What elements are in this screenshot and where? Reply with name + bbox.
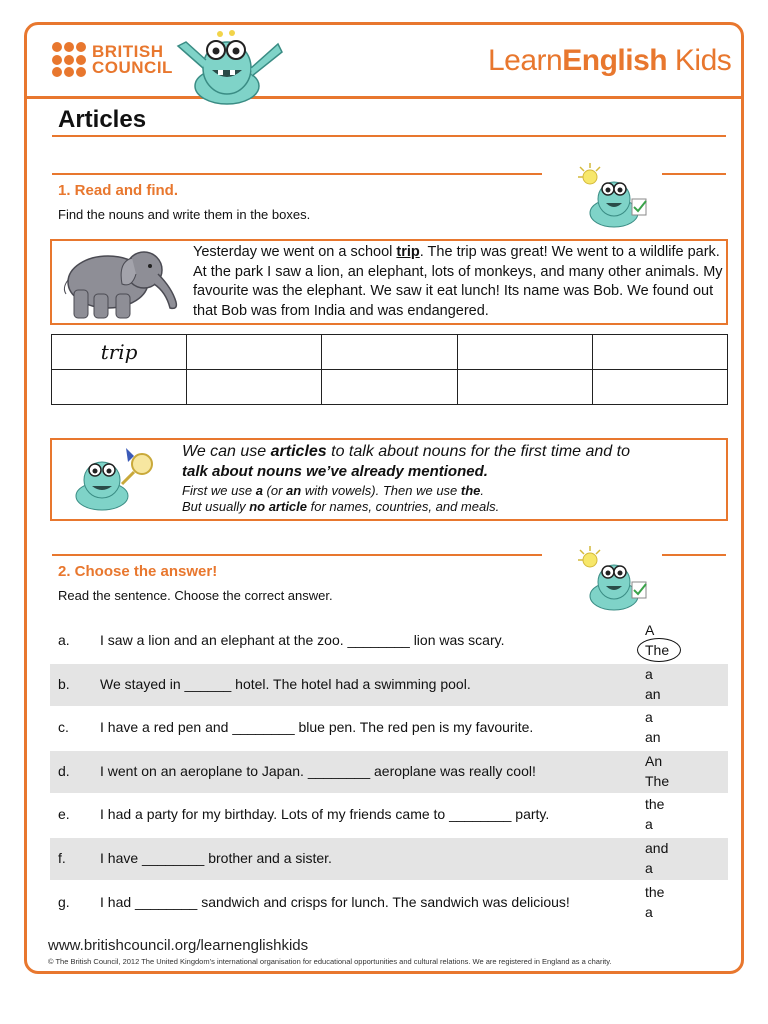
tip-text: to talk about nouns for the first time and to (326, 443, 630, 460)
answer-option[interactable]: the (645, 796, 665, 812)
answer-circle-mark (637, 638, 681, 662)
tip-line3 (182, 483, 484, 498)
tip-keyword: articles (270, 443, 327, 460)
answer-option[interactable]: a (645, 816, 653, 832)
section1-instruction: Find the nouns and write them in the boxes. (58, 207, 311, 222)
question-letter: g. (58, 894, 70, 910)
noun-box[interactable] (187, 335, 322, 370)
tip-keyword: no article (249, 499, 307, 514)
noun-answer-table (51, 334, 728, 405)
question-text: I had a party for my birthday. Lots of my friends came to ________ party. (100, 806, 550, 822)
question-text: We stayed in ______ hotel. The hotel had a swimming pool. (100, 676, 471, 692)
question-letter: d. (58, 763, 70, 779)
question-row (50, 664, 728, 706)
question-text: I went on an aeroplane to Japan. ________ aeroplane was really cool! (100, 763, 536, 779)
answer-option[interactable]: a (645, 666, 653, 682)
table-row (52, 335, 728, 370)
noun-box[interactable] (322, 335, 457, 370)
noun-box[interactable] (52, 370, 187, 405)
question-row (50, 751, 728, 793)
tip-keyword: an (286, 483, 302, 498)
noun-box[interactable] (592, 335, 727, 370)
footer-url-link[interactable]: www.britishcouncil.org/learnenglishkids (48, 937, 309, 954)
question-text: I have ________ brother and a sister. (100, 850, 332, 866)
tip-line2: talk about nouns we’ve already mentioned. (182, 463, 488, 480)
bc-logo-line2: COUNCIL (92, 58, 173, 77)
answer-option[interactable]: an (645, 729, 661, 745)
section2-rule-left (52, 554, 542, 556)
section1-rule-right (662, 173, 726, 175)
question-text: I saw a lion and an elephant at the zoo. ________ lion was scary. (100, 632, 505, 648)
british-council-logo (52, 42, 173, 78)
section1-rule-left (52, 173, 542, 175)
question-text: I have a red pen and ________ blue pen. The red pen is my favourite. (100, 719, 534, 735)
question-letter: e. (58, 806, 70, 822)
answer-option[interactable]: a (645, 860, 653, 876)
answer-option[interactable]: an (645, 686, 661, 702)
table-row (52, 370, 728, 405)
section2-title: 2. Choose the answer! (58, 563, 218, 580)
lek-kids: Kids (674, 44, 732, 77)
section1-title: 1. Read and find. (58, 182, 179, 199)
tip-keyword: the (460, 483, 481, 498)
monster-mascot-icon (170, 28, 285, 106)
noun-box[interactable] (592, 370, 727, 405)
tip-text: But usually (182, 499, 250, 514)
lek-learn: Learn (488, 44, 563, 77)
section2-rule-right (662, 554, 726, 556)
noun-box[interactable] (322, 370, 457, 405)
answer-option[interactable]: An (645, 753, 663, 769)
answer-option[interactable]: The (645, 773, 670, 789)
noun-box[interactable] (457, 370, 592, 405)
question-letter: f. (58, 850, 66, 866)
tip-text: (or (262, 483, 287, 498)
page-title: Articles (58, 106, 147, 133)
tip-text: We can use (182, 443, 271, 460)
header-divider (24, 96, 744, 99)
tip-text: . (480, 483, 485, 498)
question-row (50, 620, 728, 662)
bc-logo-line1: BRITISH (92, 42, 164, 61)
noun-box[interactable] (187, 370, 322, 405)
answer-option[interactable]: a (645, 904, 653, 920)
title-divider (52, 135, 726, 137)
tip-line4 (182, 499, 499, 514)
answer-option[interactable]: The (645, 642, 670, 658)
tip-text: First we use (182, 483, 256, 498)
answer-option[interactable]: the (645, 884, 665, 900)
story-keyword: trip (396, 244, 420, 260)
noun-box[interactable]: trip (52, 335, 187, 370)
answer-option[interactable]: and (645, 840, 669, 856)
lightbulb-mascot-icon (570, 163, 655, 231)
story-text-after: . The trip was great! We went to a wildlife park. At the park I saw a lion, an elephant, lots of monkeys, and many other animals. My favourite was the elephant. We saw it eat lunch! Its name was Bob. We found out that Bob was from India and was endangered. (193, 244, 723, 319)
story-text-before: Yesterday we went on a school (193, 244, 397, 260)
footer-copyright: © The British Council, 2012 The United Kingdom’s international organisation for educational opportunities and cultural relations. We are registered in England as a charity. (48, 957, 612, 966)
question-text: I had ________ sandwich and crisps for lunch. The sandwich was delicious! (100, 894, 570, 910)
question-row (50, 838, 728, 880)
question-row (50, 882, 728, 924)
magnifier-mascot-icon (72, 444, 160, 514)
elephant-icon (60, 244, 182, 320)
bc-dots-icon (52, 42, 88, 78)
noun-box[interactable] (457, 335, 592, 370)
question-letter: c. (58, 719, 69, 735)
tip-keyword: a (255, 483, 263, 498)
question-row (50, 794, 728, 836)
learnenglish-kids-logo (488, 44, 731, 78)
lek-english: English (562, 44, 668, 77)
section2-instruction: Read the sentence. Choose the correct answer. (58, 588, 333, 603)
answer-option[interactable]: A (645, 622, 655, 638)
question-letter: b. (58, 676, 70, 692)
tip-text: for names, countries, and meals. (307, 499, 500, 514)
lightbulb-mascot-icon (570, 546, 655, 614)
tip-line1 (182, 443, 630, 461)
tip-text: with vowels). Then we use (301, 483, 461, 498)
question-row (50, 707, 728, 749)
question-letter: a. (58, 632, 70, 648)
story-text (193, 243, 723, 321)
answer-option[interactable]: a (645, 709, 653, 725)
